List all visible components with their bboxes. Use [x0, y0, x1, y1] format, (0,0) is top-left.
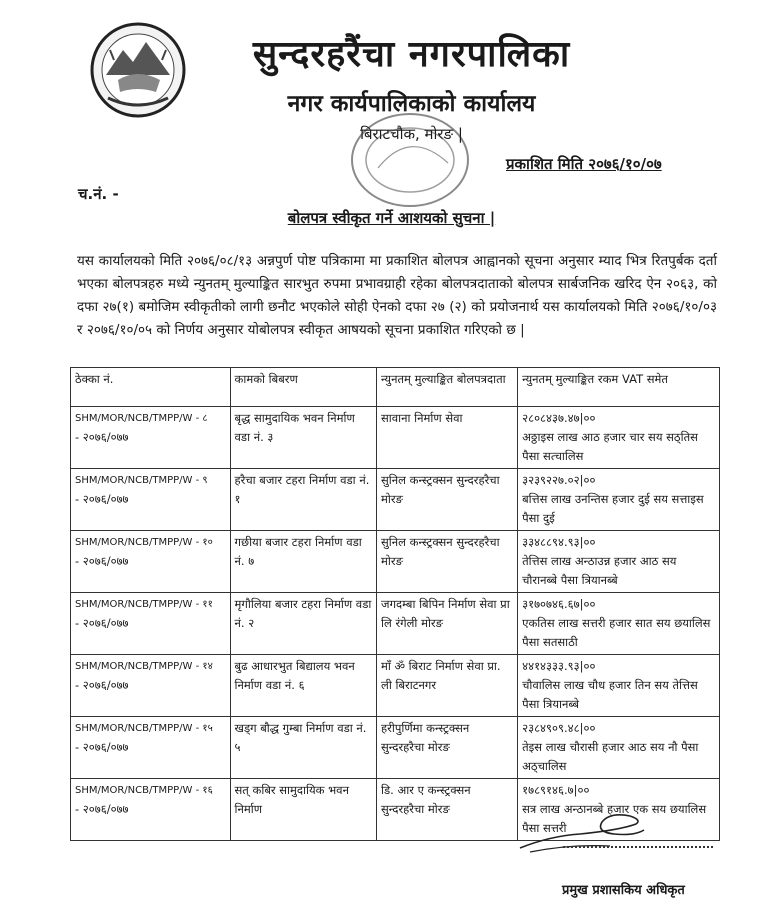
bidder-cell: हरीपुर्णिमा कन्स्ट्रक्सन सुन्दरहरैचा मोरङ — [377, 717, 518, 779]
table-row — [71, 407, 720, 469]
work-description-cell: सत् कबिर सामुदायिक भवन निर्माण — [230, 779, 377, 841]
amount-in-words: तेत्तिस लाख अन्ठाउन्न हजार आठ सय चौरानब्बे पैसा त्रियानब्बे — [522, 554, 677, 587]
work-description-cell: बृद्ध सामुदायिक भवन निर्माण वडा नं. ३ — [230, 407, 377, 469]
amount-in-words: चौवालिस लाख चौध हजार तिन सय तेत्तिस पैसा त्रियानब्बे — [522, 678, 698, 711]
contract-no-cell — [71, 407, 231, 469]
amount-figure: २८०८४३७.४७|०० — [522, 411, 596, 425]
header-contract-no: ठेक्का नं. — [71, 368, 231, 407]
contract-no-cell — [71, 469, 231, 531]
fiscal-year: - २०७६/०७७ — [75, 802, 129, 816]
fiscal-year: - २०७६/०७७ — [75, 616, 129, 630]
amount-figure: ४४१४३३३.९३|०० — [522, 659, 596, 673]
work-description-cell: खड्ग बौद्ध गुम्बा निर्माण वडा नं. ५ — [230, 717, 377, 779]
amount-figure: ३२३९२२७.०२|०० — [522, 473, 596, 487]
published-date: प्रकाशित मिति २०७६/१०/०७ — [506, 155, 662, 173]
amount-cell — [518, 531, 720, 593]
header-amount: न्युनतम् मुल्याङ्कित रकम VAT समेत — [518, 368, 720, 407]
header-bidder: न्युनतम् मुल्याङ्कित बोलपत्रदाता — [377, 368, 518, 407]
amount-cell — [518, 593, 720, 655]
municipality-name: सुन्दरहरैंचा नगरपालिका — [252, 34, 571, 75]
fiscal-year: - २०७६/०७७ — [75, 740, 129, 754]
amount-cell — [518, 407, 720, 469]
notice-body: यस कार्यालयको मिति २०७६/०८/१३ अन्नपुर्ण पोष्ट पत्रिकामा मा प्रकाशित बोलपत्र आह्वानको सूचना अनुसार म्याद भित्र रितपुर्बक दर्ता भएका बोलपत्रहरु मध्ये न्युनतम् मुल्याङ्कित सारभुत रुपमा प्रभावग्राही रहेका बोलपत्रदाताको बोलपत्र सार्बजनिक खरिद ऐन २०६३, को दफा २७(१) बमोजिम स्वीकृतीको लागी छनौट भएकोले सोही ऐनको दफा २७ (२) को प्रयोजनार्थ यस कार्यालयको मिति २०७६/१०/०३ र २०७६/१०/०५ को निर्णय अनुसार योबोलपत्र स्वीकृत आषयको सूचना प्रकाशित गरिएको छ | — [77, 253, 717, 338]
work-description-cell: गछीया बजार टहरा निर्माण वडा नं. ७ — [230, 531, 377, 593]
fiscal-year: - २०७६/०७७ — [75, 678, 129, 692]
reference-number: च.नं. - — [78, 185, 119, 203]
table-row — [71, 469, 720, 531]
amount-figure: ३३४८८९४.९३|०० — [522, 535, 596, 549]
amount-cell — [518, 717, 720, 779]
table-row — [71, 717, 720, 779]
amount-in-words: एकतिस लाख सत्तरी हजार सात सय छयालिस पैसा सतसाठी — [522, 616, 711, 649]
signatory-title: प्रमुख प्रशासकिय अधिकृत — [562, 883, 685, 898]
table-row — [71, 531, 720, 593]
tender-table — [70, 367, 720, 841]
contract-code: SHM/MOR/NCB/TMPP/W - ८ — [75, 413, 208, 424]
amount-in-words: बत्तिस लाख उनन्तिस हजार दुई सय सत्ताइस पैसा दुई — [522, 492, 704, 525]
amount-cell — [518, 469, 720, 531]
fiscal-year: - २०७६/०७७ — [75, 430, 129, 444]
signature — [510, 800, 650, 860]
work-description-cell: मृगौलिया बजार टहरा निर्माण वडा नं. २ — [230, 593, 377, 655]
table-header-row — [71, 368, 720, 407]
contract-code: SHM/MOR/NCB/TMPP/W - १५ — [75, 723, 213, 734]
table-row — [71, 655, 720, 717]
table-row — [71, 593, 720, 655]
contract-no-cell — [71, 593, 231, 655]
contract-code: SHM/MOR/NCB/TMPP/W - १६ — [75, 785, 213, 796]
contract-code: SHM/MOR/NCB/TMPP/W - १४ — [75, 661, 213, 672]
bidder-cell: सुनिल कन्स्ट्रक्सन सुन्दरहरैचा मोरङ — [377, 531, 518, 593]
fiscal-year: - २०७६/०७७ — [75, 554, 129, 568]
bidder-cell: माँ ॐ बिराट निर्माण सेवा प्रा. ली बिराटनगर — [377, 655, 518, 717]
contract-no-cell — [71, 531, 231, 593]
contract-code: SHM/MOR/NCB/TMPP/W - ११ — [75, 599, 213, 610]
signature-line — [563, 846, 713, 848]
bidder-cell: सुनिल कन्स्ट्रक्सन सुन्दरहरैचा मोरङ — [377, 469, 518, 531]
amount-in-words: अठ्ठाइस लाख आठ हजार चार सय सठ्तिस पैसा सत्चालिस — [522, 430, 698, 463]
work-description-cell: बुढ आधारभुत बिद्यालय भवन निर्माण वडा नं. ६ — [230, 655, 377, 717]
contract-code: SHM/MOR/NCB/TMPP/W - १० — [75, 537, 213, 548]
office-stamp — [338, 108, 478, 218]
contract-code: SHM/MOR/NCB/TMPP/W - ९ — [75, 475, 208, 486]
amount-in-words: सत्र लाख अन्ठानब्बे हजार एक सय छयालिस पैसा सत्तरी — [522, 802, 707, 835]
work-description-cell: हरैचा बजार टहरा निर्माण वडा नं. १ — [230, 469, 377, 531]
bidder-cell: सावाना निर्माण सेवा — [377, 407, 518, 469]
contract-no-cell — [71, 655, 231, 717]
amount-figure: ३१७०७४६.६७|०० — [522, 597, 596, 611]
fiscal-year: - २०७६/०७७ — [75, 492, 129, 506]
office-address: बिराटचौक, मोरङ | — [360, 125, 463, 143]
bidder-cell: डि. आर ए कन्स्ट्रक्सन सुन्दरहरैचा मोरङ — [377, 779, 518, 841]
header-work-description: कामको बिबरण — [230, 368, 377, 407]
amount-figure: १७८९१४६.७|०० — [522, 783, 590, 797]
amount-in-words: तेइस लाख चौरासी हजार आठ सय नौ पैसा अठ्चालिस — [522, 740, 699, 773]
amount-figure: २३८४९०९.४८|०० — [522, 721, 596, 735]
office-name: नगर कार्यपालिकाको कार्यालय — [287, 91, 536, 117]
bidder-cell: जगदम्बा बिपिन निर्माण सेवा प्रा लि रंगेली मोरङ — [377, 593, 518, 655]
contract-no-cell — [71, 779, 231, 841]
amount-cell — [518, 655, 720, 717]
notice-title: बोलपत्र स्वीकृत गर्ने आशयको सुचना | — [287, 209, 496, 227]
contract-no-cell — [71, 717, 231, 779]
